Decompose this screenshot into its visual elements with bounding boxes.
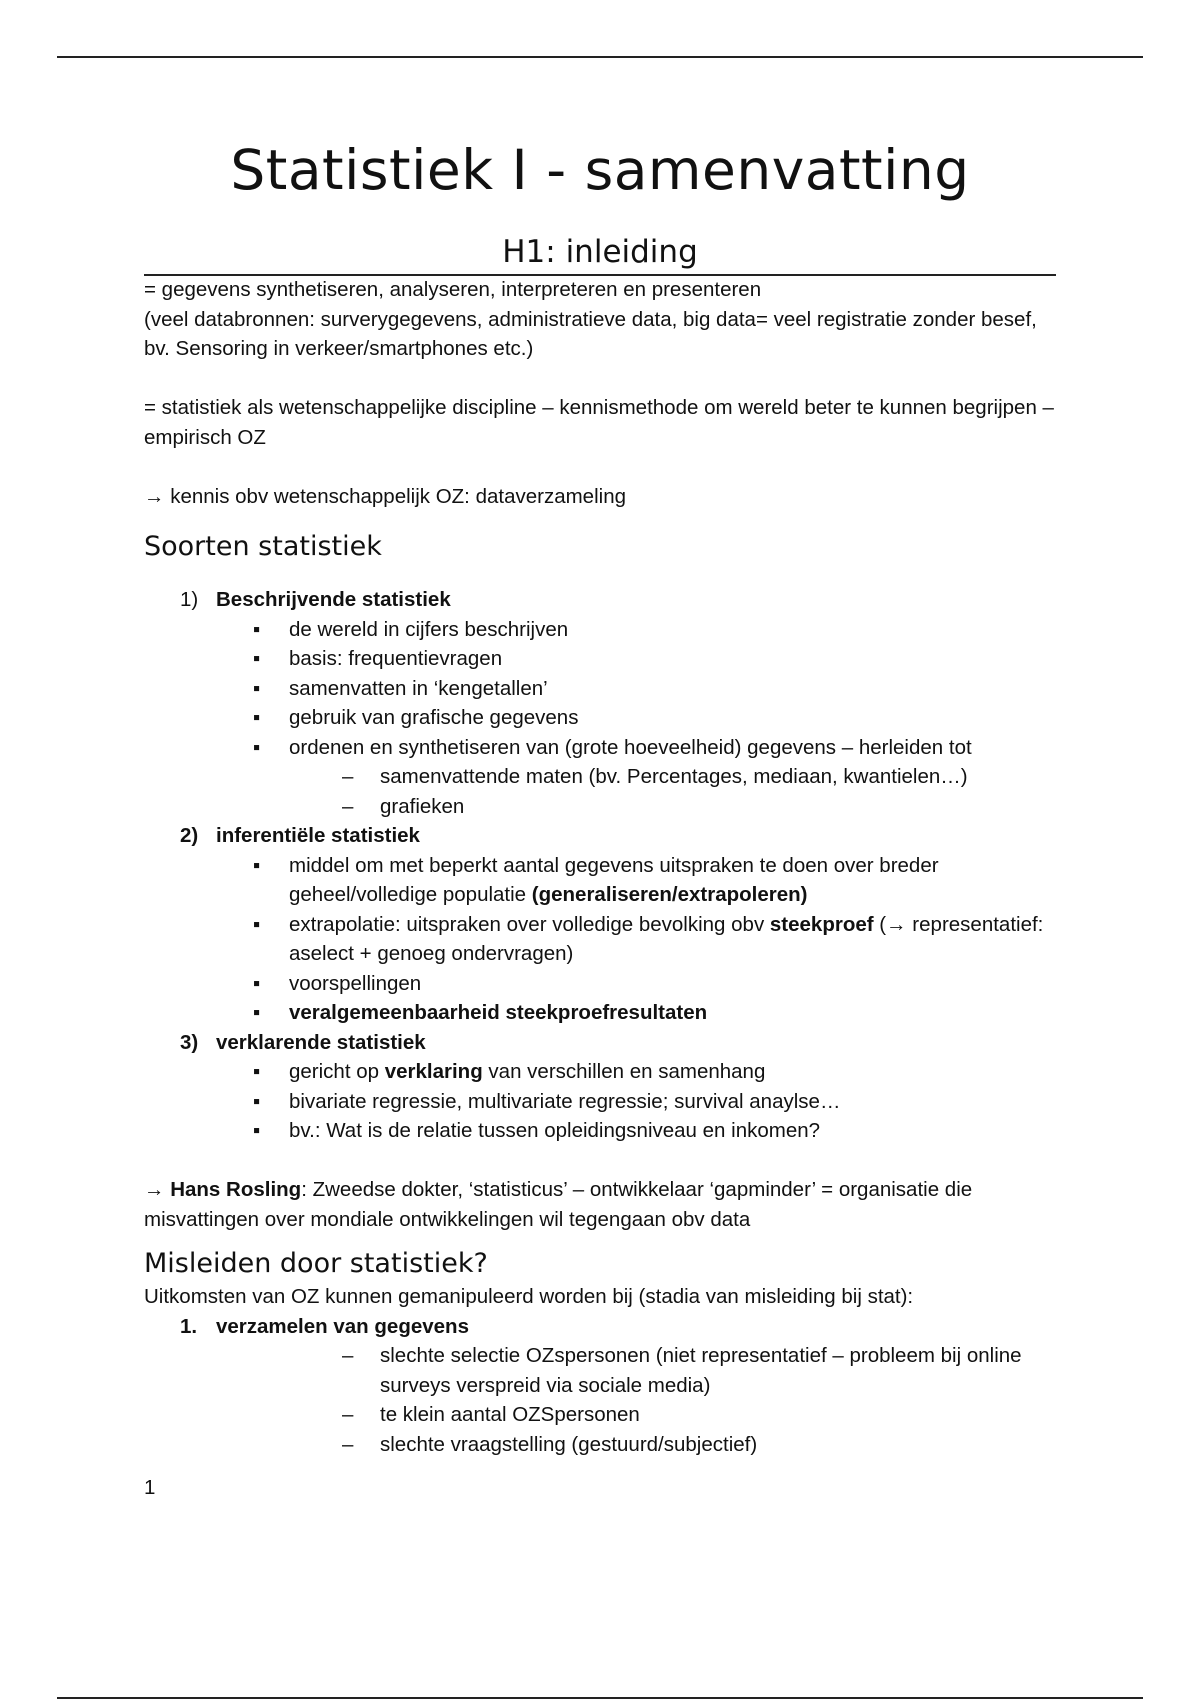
- dash-bullet-icon: –: [342, 1344, 354, 1367]
- section-heading-soorten: Soorten statistiek: [144, 531, 382, 562]
- misleiden-intro: Uitkomsten van OZ kunnen gemanipuleerd worden bij (stadia van misleiding bij stat):: [144, 1285, 914, 1308]
- list-label: verklarende statistiek: [216, 1030, 426, 1054]
- list-item: ▪ de wereld in cijfers beschrijven: [144, 615, 1056, 645]
- section-heading-misleiden: Misleiden door statistiek?: [144, 1248, 488, 1279]
- dash-bullet-icon: –: [342, 794, 354, 818]
- square-bullet-icon: ▪: [253, 1001, 261, 1024]
- header-rule: [57, 56, 1143, 58]
- list-label: inferentiële statistiek: [216, 824, 420, 847]
- square-bullet-icon: ▪: [253, 912, 261, 936]
- square-bullet-icon: ▪: [253, 676, 261, 700]
- list-item: – samenvattende maten (bv. Percentages, mediaan, kwantielen…): [144, 762, 1056, 792]
- list-item: ▪ voorspellingen: [144, 969, 1056, 999]
- dash-bullet-icon: –: [342, 1432, 354, 1456]
- document-title: Statistiek I - samenvatting: [230, 138, 970, 202]
- list-item: – slechte selectie OZspersonen (niet representatief – probleem bij online surveys verspreid via sociale media): [144, 1341, 1056, 1400]
- intro-paragraph-1: = gegevens synthetiseren, analyseren, interpreteren en presenteren: [144, 278, 762, 301]
- list-item: ▪ bv.: Wat is de relatie tussen opleidingsniveau en inkomen?: [144, 1116, 1056, 1146]
- square-bullet-icon: ▪: [253, 617, 261, 641]
- square-bullet-icon: ▪: [253, 735, 261, 759]
- list-label: Beschrijvende statistiek: [216, 588, 451, 611]
- list-item: [144, 1028, 1056, 1146]
- list-number: 1): [180, 588, 199, 611]
- square-bullet-icon: ▪: [253, 647, 261, 670]
- intro-paragraph-3: = statistiek als wetenschappelijke discipline – kennismethode om wereld beter te kunnen begrijpen – empirisch OZ: [144, 396, 1054, 449]
- intro-paragraph-2: (veel databronnen: surverygegevens, administratieve data, big data= veel registratie zonder besef, bv. Sensoring in verkeer/smartphones etc.): [144, 307, 1037, 360]
- list-item: ▪ samenvatten in ‘kengetallen’: [144, 674, 1056, 704]
- list-item: [144, 585, 1056, 821]
- square-bullet-icon: ▪: [253, 1060, 261, 1083]
- misleiden-list: [144, 1312, 1056, 1460]
- square-bullet-icon: ▪: [253, 1089, 261, 1113]
- list-item: – slechte vraagstelling (gestuurd/subjectief): [144, 1430, 1056, 1460]
- chapter-heading: H1: inleiding: [144, 232, 1056, 276]
- list-item: [144, 1312, 1056, 1460]
- list-item: – grafieken: [144, 792, 1056, 822]
- arrow-icon: →: [144, 1178, 171, 1201]
- document-body: [144, 275, 1056, 1503]
- list-number: 2): [180, 824, 199, 847]
- square-bullet-icon: ▪: [253, 971, 261, 995]
- list-item: ▪ veralgemeenbaarheid steekproefresultaten: [144, 998, 1056, 1028]
- list-item: [144, 821, 1056, 1028]
- list-item: ▪ extrapolatie: uitspraken over volledige bevolking obv steekproef (→ representatief: aselect + genoeg ondervragen): [144, 910, 1056, 969]
- list-item: – te klein aantal OZSpersonen: [144, 1400, 1056, 1430]
- square-bullet-icon: ▪: [253, 853, 261, 877]
- list-item: ▪ bivariate regressie, multivariate regressie; survival anaylse…: [144, 1087, 1056, 1117]
- list-label: verzamelen van gegevens: [216, 1314, 469, 1338]
- intro-paragraph-4: → kennis obv wetenschappelijk OZ: dataverzameling: [144, 484, 626, 508]
- list-item: ▪ basis: frequentievragen: [144, 644, 1056, 674]
- soorten-list: [144, 585, 1056, 1146]
- list-number: 3): [180, 1030, 199, 1054]
- list-item: ▪ gericht op verklaring van verschillen en samenhang: [144, 1057, 1056, 1087]
- list-number: 1.: [180, 1314, 198, 1338]
- list-item: ▪ gebruik van grafische gegevens: [144, 703, 1056, 733]
- square-bullet-icon: ▪: [253, 706, 261, 729]
- dash-bullet-icon: –: [342, 1403, 354, 1426]
- footer-rule: [57, 1697, 1143, 1699]
- dash-bullet-icon: –: [342, 765, 354, 788]
- rosling-paragraph: → Hans Rosling: Zweedse dokter, ‘statisticus’ – ontwikkelaar ‘gapminder’ = organisatie die misvattingen over mondiale ontwikkelingen wil tegengaan obv data: [144, 1178, 973, 1231]
- square-bullet-icon: ▪: [253, 1119, 261, 1142]
- list-item: ▪ ordenen en synthetiseren van (grote hoeveelheid) gegevens – herleiden tot – samenvattende maten (bv. Percentages, mediaan, kwantielen…) – grafieken: [144, 733, 1056, 822]
- page-number: 1: [144, 1476, 156, 1499]
- list-item: ▪ middel om met beperkt aantal gegevens uitspraken te doen over breder geheel/volledige populatie (generaliseren/extrapoleren): [144, 851, 1056, 910]
